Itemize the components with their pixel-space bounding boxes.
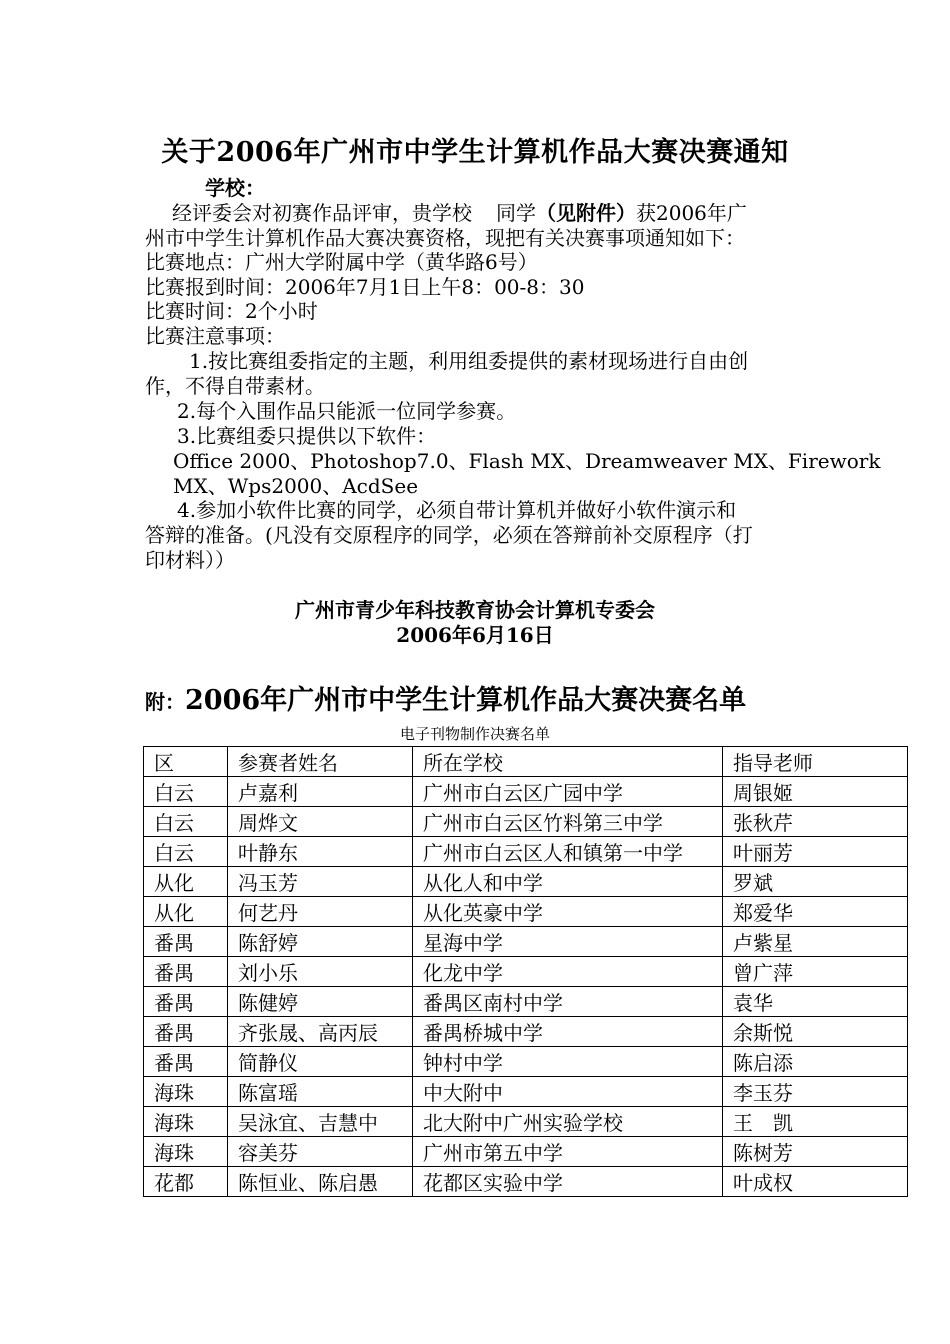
software-line-2: MX、Wps2000、AcdSee bbox=[173, 474, 419, 498]
cell-participant: 何艺丹 bbox=[228, 897, 413, 927]
cell-district: 番禺 bbox=[144, 957, 228, 987]
cell-teacher: 周银姬 bbox=[723, 777, 908, 807]
table-row bbox=[144, 837, 908, 867]
annex-heading bbox=[145, 678, 746, 717]
cell-participant: 陈富瑶 bbox=[228, 1077, 413, 1107]
cell-participant: 齐张晟、高丙辰 bbox=[228, 1017, 413, 1047]
cell-school: 广州市第五中学 bbox=[413, 1137, 723, 1167]
cell-teacher: 叶丽芳 bbox=[723, 837, 908, 867]
table-header-row bbox=[144, 747, 908, 777]
cell-district: 番禺 bbox=[144, 1047, 228, 1077]
cell-district: 白云 bbox=[144, 777, 228, 807]
cell-district: 花都 bbox=[144, 1167, 228, 1197]
cell-district: 从化 bbox=[144, 897, 228, 927]
intro-line-1 bbox=[172, 201, 747, 225]
cell-district: 白云 bbox=[144, 807, 228, 837]
cell-school: 从化英豪中学 bbox=[413, 897, 723, 927]
cell-participant: 周烨文 bbox=[228, 807, 413, 837]
cell-school: 北大附中广州实验学校 bbox=[413, 1107, 723, 1137]
report-time: 比赛报到时间：2006年7月1日上午8：00-8：30 bbox=[145, 275, 585, 299]
cell-teacher: 陈树芳 bbox=[723, 1137, 908, 1167]
intro-line-2: 州市中学生计算机作品大赛决赛资格，现把有关决赛事项通知如下： bbox=[145, 226, 745, 250]
header-district: 区 bbox=[144, 747, 228, 777]
cell-participant: 卢嘉利 bbox=[228, 777, 413, 807]
table-row bbox=[144, 867, 908, 897]
annex-title: 2006年广州市中学生计算机作品大赛决赛名单 bbox=[185, 685, 747, 716]
venue: 比赛地点：广州大学附属中学（黄华路6号） bbox=[145, 250, 538, 274]
cell-school: 广州市白云区竹料第三中学 bbox=[413, 807, 723, 837]
cell-district: 海珠 bbox=[144, 1107, 228, 1137]
cell-school: 广州市白云区人和镇第一中学 bbox=[413, 837, 723, 867]
cell-school: 花都区实验中学 bbox=[413, 1167, 723, 1197]
cell-school: 从化人和中学 bbox=[413, 867, 723, 897]
cell-teacher: 罗斌 bbox=[723, 867, 908, 897]
cell-district: 从化 bbox=[144, 867, 228, 897]
annex-prefix: 附： bbox=[145, 690, 185, 714]
cell-district: 番禺 bbox=[144, 1017, 228, 1047]
intro-part-2: 同学 bbox=[496, 201, 536, 225]
finalist-table bbox=[143, 746, 908, 1197]
cell-teacher: 余斯悦 bbox=[723, 1017, 908, 1047]
cell-participant: 简静仪 bbox=[228, 1047, 413, 1077]
cell-participant: 冯玉芳 bbox=[228, 867, 413, 897]
cell-teacher: 曾广萍 bbox=[723, 957, 908, 987]
cell-school: 广州市白云区广园中学 bbox=[413, 777, 723, 807]
signature-date: 2006年6月16日 bbox=[396, 623, 554, 647]
table-row bbox=[144, 807, 908, 837]
table-row bbox=[144, 987, 908, 1017]
cell-teacher: 张秋芹 bbox=[723, 807, 908, 837]
table-caption: 电子刊物制作决赛名单 bbox=[399, 725, 550, 743]
cell-participant: 陈恒业、陈启愚 bbox=[228, 1167, 413, 1197]
cell-teacher: 叶成权 bbox=[723, 1167, 908, 1197]
header-teacher: 指导老师 bbox=[723, 747, 908, 777]
school-label: 学校： bbox=[205, 176, 265, 200]
table-body bbox=[144, 747, 908, 1197]
cell-participant: 吴泳宜、吉慧中 bbox=[228, 1107, 413, 1137]
note-4-line-2: 答辩的准备。(凡没有交原程序的同学，必须在答辩前补交原程序（打 bbox=[145, 523, 753, 547]
cell-participant: 容美芬 bbox=[228, 1137, 413, 1167]
header-participant: 参赛者姓名 bbox=[228, 747, 413, 777]
table-row bbox=[144, 927, 908, 957]
duration: 比赛时间：2个小时 bbox=[145, 299, 318, 323]
note-3: 3.比赛组委只提供以下软件： bbox=[177, 424, 437, 448]
table-row bbox=[144, 1017, 908, 1047]
cell-district: 白云 bbox=[144, 837, 228, 867]
table-row bbox=[144, 897, 908, 927]
table-row bbox=[144, 1107, 908, 1137]
cell-district: 海珠 bbox=[144, 1077, 228, 1107]
note-1-line-2: 作，不得自带素材。 bbox=[145, 374, 325, 398]
cell-school: 番禺区南村中学 bbox=[413, 987, 723, 1017]
intro-part-3: 获2006年广 bbox=[636, 201, 747, 225]
cell-participant: 陈健婷 bbox=[228, 987, 413, 1017]
cell-school: 星海中学 bbox=[413, 927, 723, 957]
table-row bbox=[144, 777, 908, 807]
cell-district: 番禺 bbox=[144, 987, 228, 1017]
cell-school: 化龙中学 bbox=[413, 957, 723, 987]
note-4-line-1: 4.参加小软件比赛的同学，必须自带计算机并做好小软件演示和 bbox=[177, 498, 737, 522]
software-line-1: Office 2000、Photoshop7.0、Flash MX、Dreamweaver MX、Firework bbox=[173, 449, 881, 473]
note-2: 2.每个入围作品只能派一位同学参赛。 bbox=[177, 399, 517, 423]
cell-participant: 刘小乐 bbox=[228, 957, 413, 987]
table-row bbox=[144, 1047, 908, 1077]
cell-teacher: 卢紫星 bbox=[723, 927, 908, 957]
cell-teacher: 王 凯 bbox=[723, 1107, 908, 1137]
cell-district: 海珠 bbox=[144, 1137, 228, 1167]
cell-school: 中大附中 bbox=[413, 1077, 723, 1107]
cell-teacher: 陈启添 bbox=[723, 1047, 908, 1077]
signature-org: 广州市青少年科技教育协会计算机专委会 bbox=[295, 598, 655, 622]
cell-teacher: 袁华 bbox=[723, 987, 908, 1017]
cell-teacher: 郑爱华 bbox=[723, 897, 908, 927]
cell-school: 番禺桥城中学 bbox=[413, 1017, 723, 1047]
intro-bold: （见附件） bbox=[536, 201, 636, 225]
header-school: 所在学校 bbox=[413, 747, 723, 777]
cell-district: 番禺 bbox=[144, 927, 228, 957]
table-row bbox=[144, 1137, 908, 1167]
cell-participant: 叶静东 bbox=[228, 837, 413, 867]
cell-school: 钟村中学 bbox=[413, 1047, 723, 1077]
notes-heading: 比赛注意事项： bbox=[145, 324, 285, 348]
cell-teacher: 李玉芬 bbox=[723, 1077, 908, 1107]
cell-participant: 陈舒婷 bbox=[228, 927, 413, 957]
table-row bbox=[144, 1167, 908, 1197]
notice-title: 关于2006年广州市中学生计算机作品大赛决赛通知 bbox=[161, 137, 789, 168]
table-row bbox=[144, 1077, 908, 1107]
note-1-line-1: 1.按比赛组委指定的主题，利用组委提供的素材现场进行自由创 bbox=[189, 349, 749, 373]
table-row bbox=[144, 957, 908, 987]
note-4-line-3: 印材料）） bbox=[145, 548, 235, 572]
intro-part-1: 经评委会对初赛作品评审，贵学校 bbox=[172, 201, 472, 225]
